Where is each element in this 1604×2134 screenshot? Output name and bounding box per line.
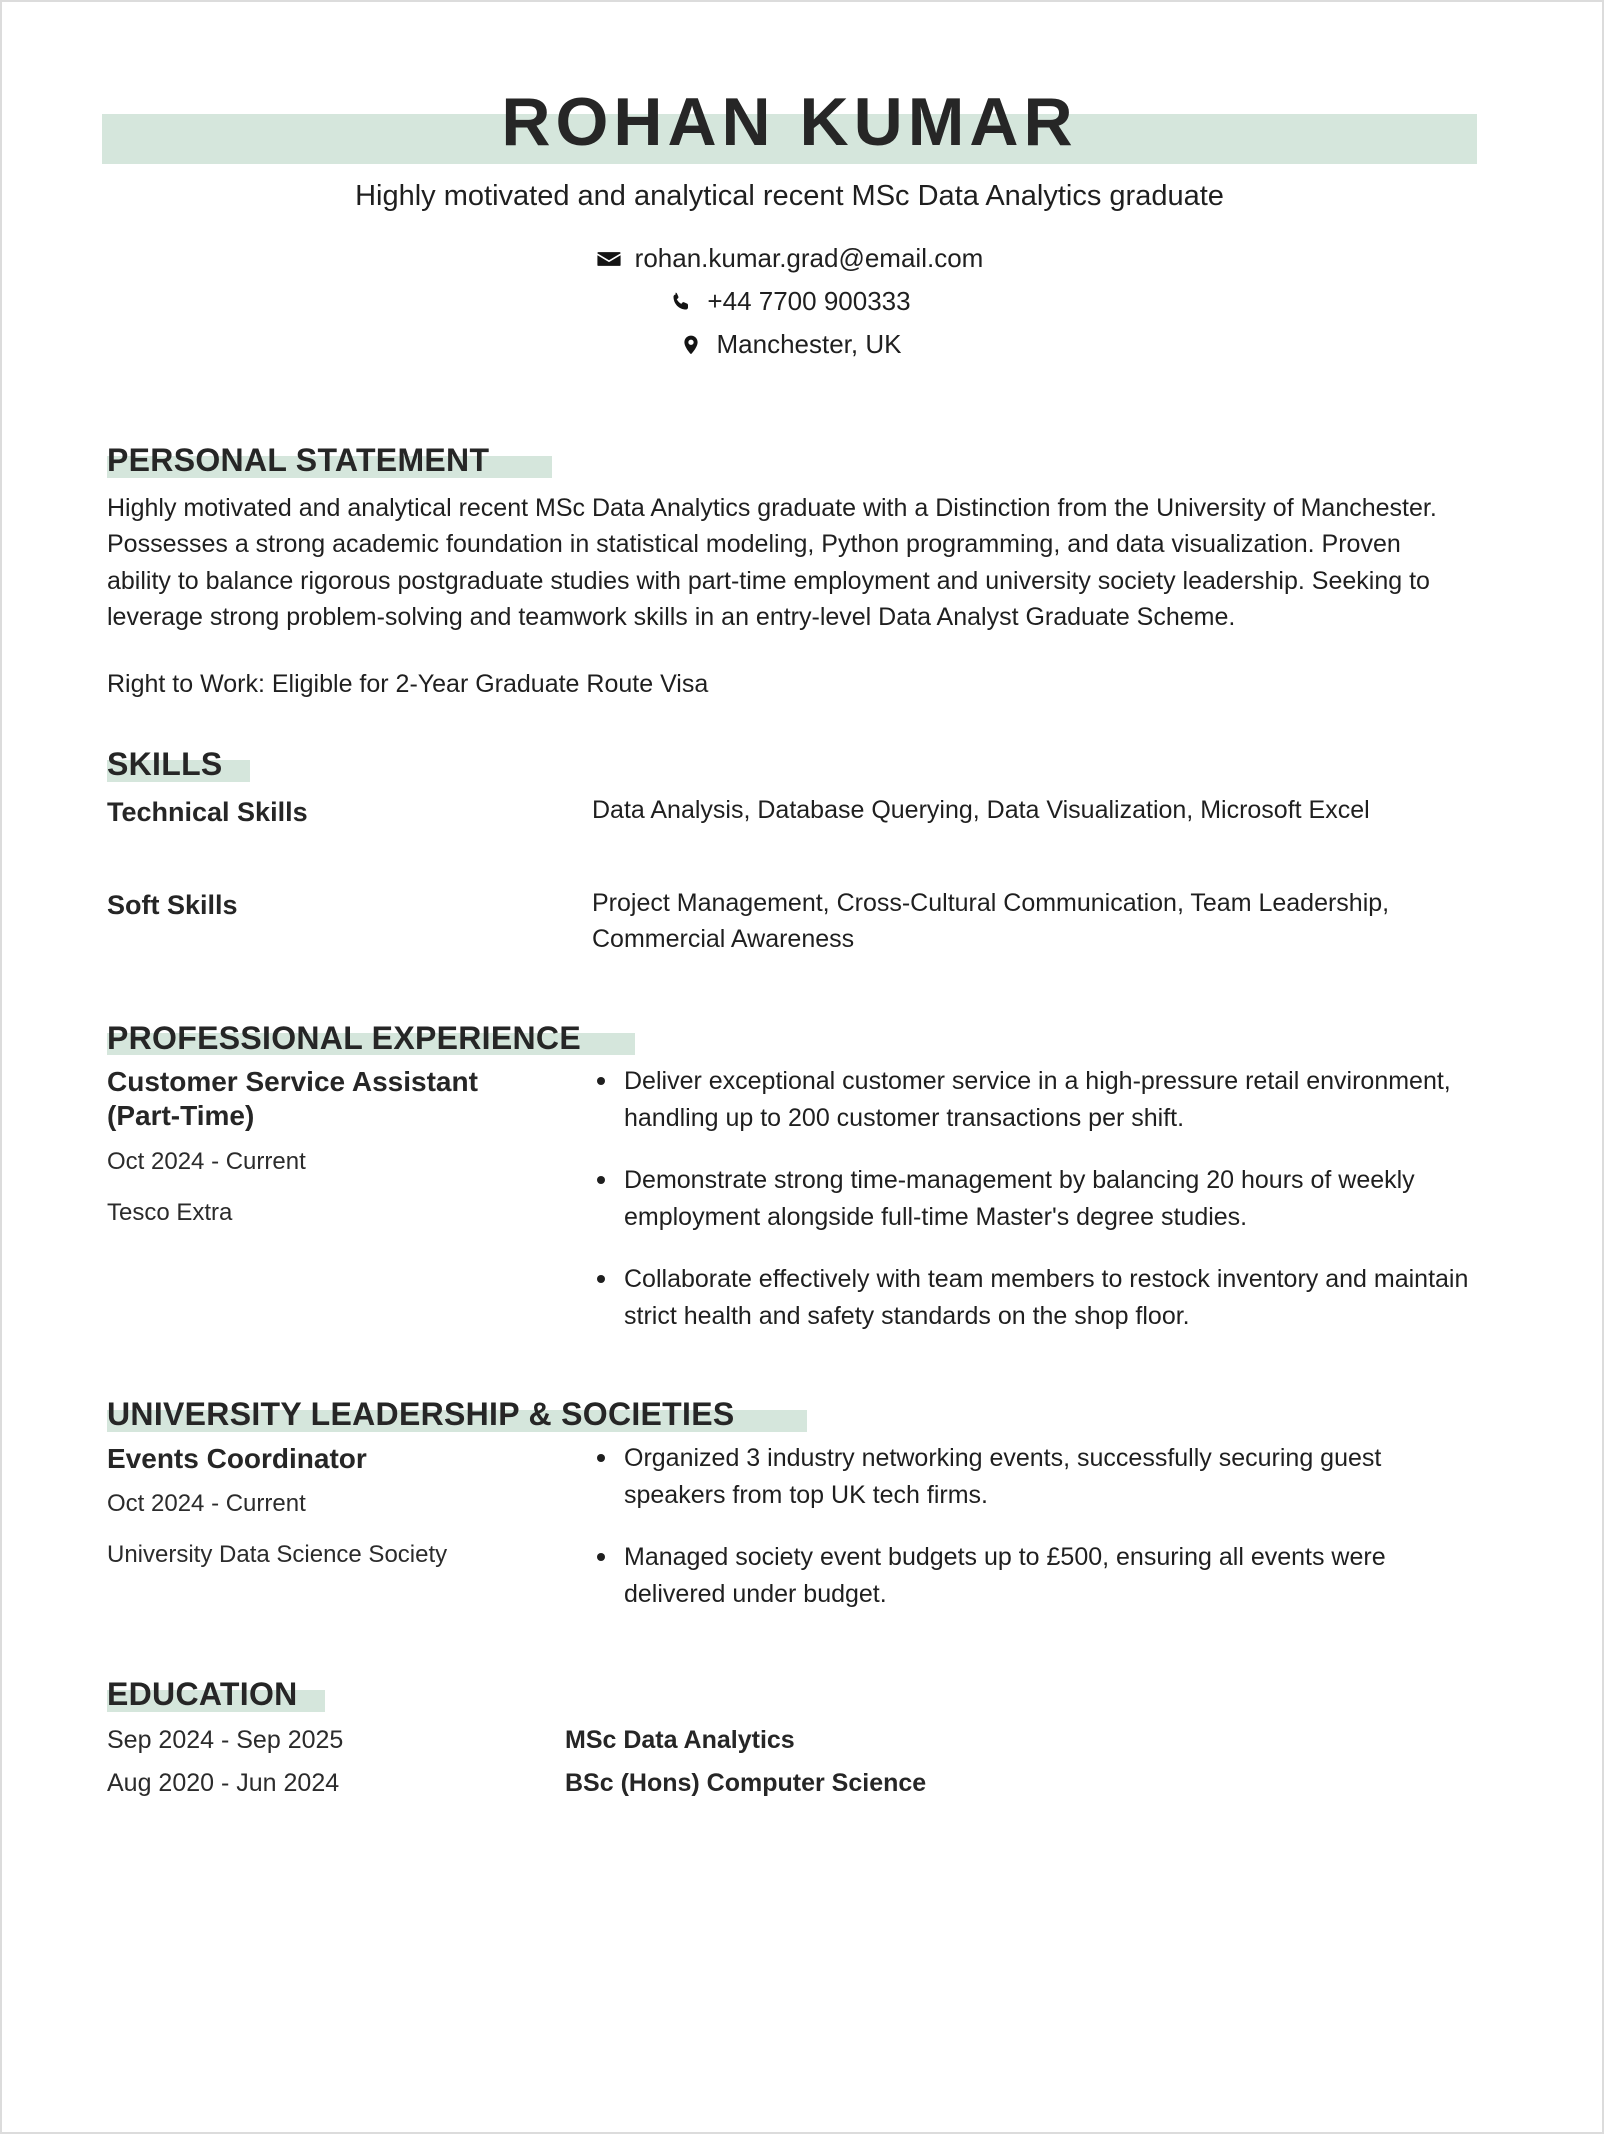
education-degree: BSc (Hons) Computer Science: [565, 1769, 927, 1798]
bullet-list: [592, 1440, 1482, 1612]
education-dates: Sep 2024 - Sep 2025: [107, 1725, 344, 1754]
section-university-leadership: [107, 1396, 1497, 1612]
experience-entry-bullets: [592, 1063, 1482, 1334]
contact-location: [102, 323, 1477, 366]
job-title: Customer Service Assistant (Part-Time): [107, 1066, 478, 1132]
candidate-tagline: Highly motivated and analytical recent MSc Data Analytics graduate: [355, 180, 1224, 212]
leadership-entry-bullets: [592, 1440, 1482, 1612]
role-dates: Oct 2024 - Current: [107, 1490, 306, 1518]
society-name: University Data Science Society: [107, 1541, 448, 1569]
job-dates: Oct 2024 - Current: [107, 1147, 306, 1175]
skill-row: [107, 885, 1497, 958]
name-block: [102, 80, 1502, 164]
list-item: Collaborate effectively with team members to restock inventory and maintain strict health and safety standards on the shop floor.: [592, 1261, 1482, 1334]
employer-name: Tesco Extra: [107, 1198, 233, 1226]
experience-entry: [107, 1063, 1497, 1334]
section-personal-statement: [107, 442, 1497, 702]
resume-sheet: [2, 2, 1602, 2132]
contact-phone[interactable]: [102, 280, 1477, 323]
section-education: [107, 1676, 1497, 1801]
leadership-entry-meta: [107, 1440, 592, 1571]
personal-statement-paragraph: Highly motivated and analytical recent MSc Data Analytics graduate with a Distinction from the University of Manchester. Possesses a strong academic foundation in statistical modeling, Python programming, and data visualization. Proven ability to balance rigorous postgraduate studies with part-time employment and university society leadership. Seeking to leverage strong problem-solving and teamwork skills in an entry-level Data Analyst Graduate Scheme.: [107, 493, 1437, 632]
heading-text: UNIVERSITY LEADERSHIP & SOCIETIES: [107, 1396, 735, 1433]
experience-heading: [107, 1020, 581, 1058]
contact-block: [102, 237, 1477, 366]
contact-phone-text: +44 7700 900333: [707, 286, 911, 317]
education-degree: MSc Data Analytics: [565, 1725, 795, 1754]
heading-text: PERSONAL STATEMENT: [107, 442, 490, 479]
list-item: Deliver exceptional customer service in a high-pressure retail environment, handling up to 200 customer transactions per shift.: [592, 1063, 1482, 1136]
phone-icon: [668, 289, 694, 315]
resume-header: [107, 2, 1497, 366]
contact-location-text: Manchester, UK: [716, 329, 902, 360]
skill-row: [107, 792, 1497, 830]
experience-entry-meta: [107, 1063, 592, 1228]
list-item: Managed society event budgets up to £500, ensuring all events were delivered under budget.: [592, 1539, 1482, 1612]
right-to-work-text: Right to Work: Eligible for 2-Year Graduate Route Visa: [107, 669, 709, 698]
list-item: Demonstrate strong time-management by balancing 20 hours of weekly employment alongside full-time Master's degree studies.: [592, 1162, 1482, 1235]
section-skills: [107, 746, 1497, 957]
education-heading: [107, 1676, 298, 1714]
list-item: Organized 3 industry networking events, successfully securing guest speakers from top UK tech firms.: [592, 1440, 1482, 1513]
skill-category-value: Project Management, Cross-Cultural Communication, Team Leadership, Commercial Awareness: [592, 888, 1390, 954]
education-row: [107, 1767, 1497, 1801]
skills-heading: [107, 746, 223, 784]
leadership-heading: [107, 1396, 735, 1434]
education-row: [107, 1724, 1497, 1758]
role-title: Events Coordinator: [107, 1443, 367, 1475]
personal-statement-heading: [107, 442, 489, 480]
education-dates: Aug 2020 - Jun 2024: [107, 1769, 340, 1798]
candidate-name: ROHAN KUMAR: [501, 84, 1078, 160]
envelope-icon: [596, 246, 622, 272]
section-professional-experience: [107, 1020, 1497, 1335]
leadership-entry: [107, 1440, 1497, 1612]
skill-category-label: Soft Skills: [107, 889, 238, 920]
location-pin-icon: [678, 332, 704, 358]
bullet-list: [592, 1063, 1482, 1334]
heading-text: PROFESSIONAL EXPERIENCE: [107, 1019, 581, 1056]
heading-text: SKILLS: [107, 746, 223, 783]
skill-category-label: Technical Skills: [107, 797, 308, 828]
contact-email[interactable]: [102, 237, 1477, 280]
heading-text: EDUCATION: [107, 1676, 298, 1713]
skill-category-value: Data Analysis, Database Querying, Data Visualization, Microsoft Excel: [592, 796, 1370, 825]
contact-email-text: rohan.kumar.grad@email.com: [634, 243, 984, 274]
